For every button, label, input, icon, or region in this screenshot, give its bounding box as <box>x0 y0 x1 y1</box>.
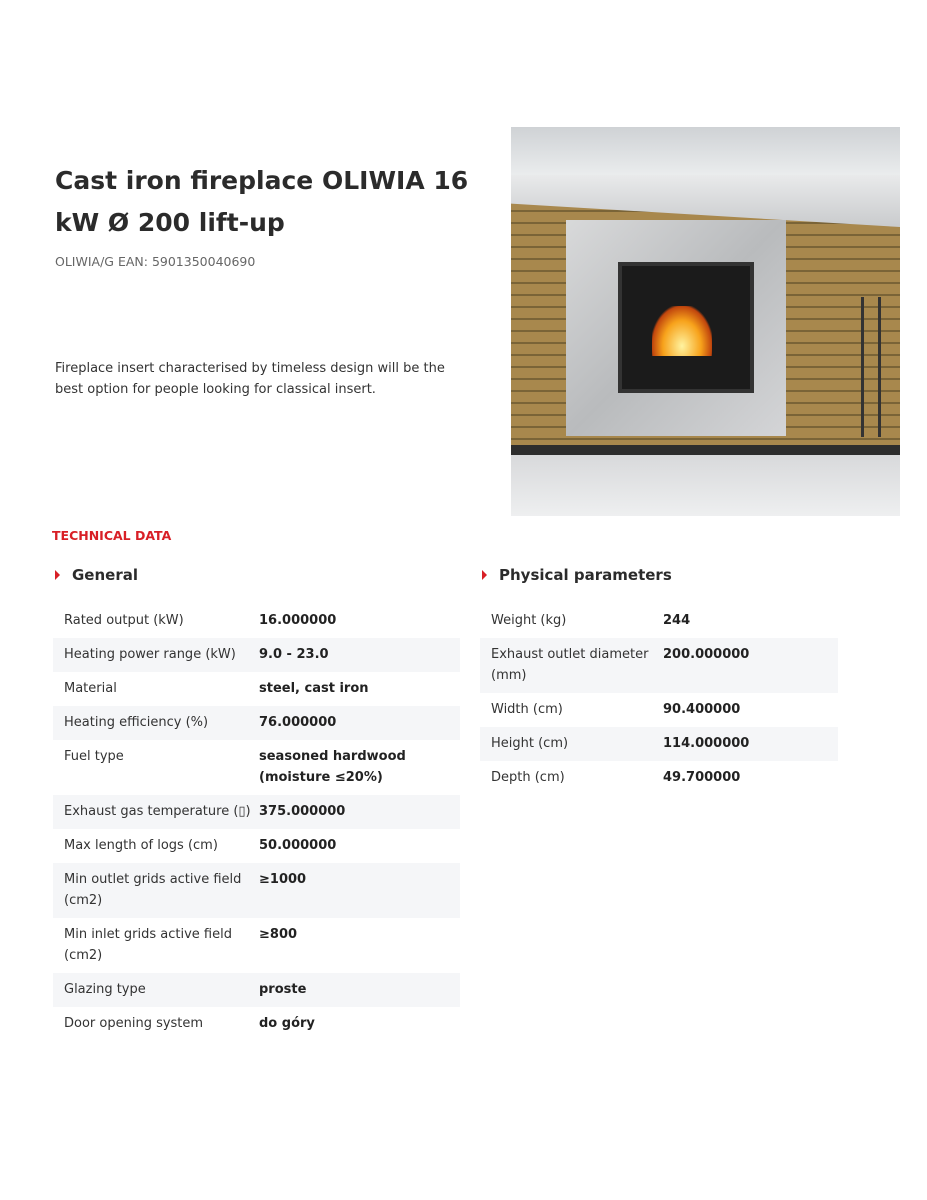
table-row <box>53 638 460 672</box>
general-table <box>53 604 460 1041</box>
table-row <box>480 761 838 795</box>
table-row <box>53 973 460 1007</box>
table-row <box>480 727 838 761</box>
row-label: Width (cm) <box>491 702 563 717</box>
table-row <box>53 706 460 740</box>
row-value: proste <box>259 982 307 997</box>
row-value: 375.000000 <box>259 804 346 819</box>
caret-right-icon <box>55 570 60 580</box>
row-value: 114.000000 <box>663 736 750 751</box>
row-value: 49.700000 <box>663 770 741 785</box>
product-ean: OLIWIA/G EAN: 5901350040690 <box>55 254 256 269</box>
table-row <box>53 863 460 918</box>
row-value: do góry <box>259 1016 315 1031</box>
table-row <box>53 1007 460 1041</box>
row-label: Glazing type <box>64 982 146 997</box>
row-label: Weight (kg) <box>491 613 567 628</box>
product-description: Fireplace insert characterised by timeless design will be the best option for people looking for classical insert. <box>55 361 445 397</box>
row-value: 16.000000 <box>259 613 337 628</box>
row-value: steel, cast iron <box>259 681 369 696</box>
group-title: Physical parameters <box>499 566 672 584</box>
table-row <box>480 604 838 638</box>
physical-group <box>480 560 838 795</box>
row-value: seasoned hardwood (moisture ≤20%) <box>259 749 406 785</box>
row-value: 244 <box>663 613 691 628</box>
row-value: ≥800 <box>259 927 298 942</box>
row-label: Depth (cm) <box>491 770 565 785</box>
row-label: Exhaust gas temperature (▯) <box>64 804 251 819</box>
row-label: Heating efficiency (%) <box>64 715 209 730</box>
row-label: Fuel type <box>64 749 124 764</box>
product-title: Cast iron fireplace OLIWIA 16 kW Ø 200 lift-up <box>55 166 469 237</box>
row-label: Door opening system <box>64 1016 204 1031</box>
table-row <box>53 795 460 829</box>
row-label: Min inlet grids active field (cm2) <box>64 927 232 963</box>
row-value: 200.000000 <box>663 647 750 662</box>
technical-data-heading: TECHNICAL DATA <box>52 528 172 543</box>
row-value: ≥1000 <box>259 872 307 887</box>
general-toggle[interactable] <box>53 560 460 590</box>
row-value: 9.0 - 23.0 <box>259 647 329 662</box>
table-row <box>480 638 838 693</box>
fireplace-frame <box>566 220 786 436</box>
row-value: 50.000000 <box>259 838 337 853</box>
product-image <box>511 127 900 516</box>
row-label: Rated output (kW) <box>64 613 184 628</box>
table-row <box>53 918 460 973</box>
physical-table <box>480 604 838 795</box>
physical-toggle[interactable] <box>480 560 838 590</box>
table-row <box>53 740 460 795</box>
general-group <box>53 560 460 1041</box>
fire-tools <box>861 297 881 437</box>
group-title: General <box>72 566 138 584</box>
row-label: Exhaust outlet diameter (mm) <box>491 647 649 683</box>
caret-right-icon <box>482 570 487 580</box>
row-label: Material <box>64 681 117 696</box>
row-value: 90.400000 <box>663 702 741 717</box>
row-label: Heating power range (kW) <box>64 647 236 662</box>
table-row <box>53 672 460 706</box>
row-label: Min outlet grids active field (cm2) <box>64 872 242 908</box>
flame <box>652 306 712 356</box>
row-label: Height (cm) <box>491 736 569 751</box>
table-row <box>53 829 460 863</box>
table-row <box>53 604 460 638</box>
row-value: 76.000000 <box>259 715 337 730</box>
row-label: Max length of logs (cm) <box>64 838 218 853</box>
table-row <box>480 693 838 727</box>
